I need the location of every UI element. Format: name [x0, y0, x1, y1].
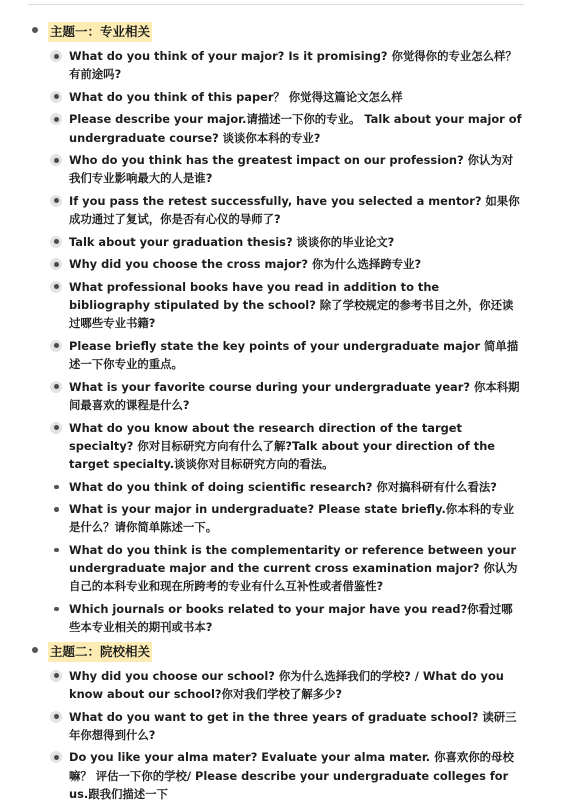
- bullet-icon[interactable]: [50, 544, 62, 556]
- question-text: What do you think of your major? Is it promising? 你觉得你的专业怎么样？ 有前途吗?: [69, 49, 517, 82]
- question-text: What do you know about the research direction of the target specialty? 你对目标研究方向有什么了解?Talk about your direction of the target specialty.谈谈你对目标研究方向的看法。: [69, 420, 496, 471]
- list-item: [0, 667, 574, 703]
- list-item: [0, 478, 574, 496]
- list-item: [0, 47, 574, 83]
- bullet-icon[interactable]: [50, 670, 62, 682]
- list-item: [0, 541, 574, 596]
- topic-heading: 主题二：院校相关: [48, 642, 152, 662]
- question-text: What do you want to get in the three years of graduate school? 读研三年你想得到什么?: [69, 709, 517, 742]
- list-item: [0, 378, 574, 414]
- question-text: What do you think of doing scientific research? 你对搞科研有什么看法?: [69, 479, 497, 494]
- list-item: [0, 255, 574, 273]
- list-item: [0, 500, 574, 536]
- question-text: What professional books have you read in addition to the bibliography stipulated by the school? 除了学校规定的参考书目之外，你还读过哪些专业书籍?: [69, 279, 514, 331]
- list-item: [0, 110, 574, 146]
- list-item: [0, 708, 574, 744]
- question-text: Why did you choose our school? 你为什么选择我们的学校? / What do you know about our school?你对我们学校了解多少?: [69, 668, 504, 701]
- question-text: What is your favorite course during your undergraduate year? 你本科期间最喜欢的课程是什么?: [69, 379, 520, 412]
- list-item: [0, 419, 574, 474]
- bullet-icon[interactable]: [50, 422, 62, 434]
- bullet-icon[interactable]: [50, 113, 62, 125]
- bullet-icon[interactable]: [50, 340, 62, 352]
- question-text: If you pass the retest successfully, have you selected a mentor? 如果你成功通过了复试，你是否有心仪的导师了?: [69, 193, 520, 227]
- bullet-icon[interactable]: [50, 503, 62, 515]
- bullet-icon[interactable]: [50, 481, 62, 493]
- topic-1: [0, 21, 574, 42]
- topic-bullet-icon: [32, 647, 38, 653]
- top-divider: [28, 4, 524, 5]
- topic-heading: 主题一：专业相关: [48, 22, 152, 42]
- question-text: Who do you think has the greatest impact on our profession? 你认为对我们专业影响最大的人是谁?: [69, 153, 514, 186]
- question-text: What do you think of this paper？ 你觉得这篇论文怎么样: [69, 89, 403, 104]
- document-body: [0, 21, 574, 807]
- bullet-icon[interactable]: [50, 603, 62, 615]
- question-text: Please describe your major.请描述一下你的专业。 Talk about your major of undergraduate course? 谈谈你本科的专业?: [69, 112, 522, 145]
- bullet-icon[interactable]: [50, 91, 62, 103]
- bullet-icon[interactable]: [50, 751, 62, 763]
- bullet-icon[interactable]: [50, 711, 62, 723]
- bullet-icon[interactable]: [50, 381, 62, 393]
- question-text: What is your major in undergraduate? Please state briefly.你本科的专业是什么？请你简单陈述一下。: [69, 502, 515, 535]
- bullet-icon[interactable]: [50, 258, 62, 270]
- list-item: [0, 88, 574, 106]
- list-item: [0, 151, 574, 187]
- topic-2: [0, 641, 574, 662]
- bullet-icon[interactable]: [50, 281, 62, 293]
- question-text: Why did you choose the cross major? 你为什么选择跨专业?: [69, 257, 422, 272]
- question-text: Do you like your alma mater? Evaluate your alma mater. 你喜欢你的母校嘛？ 评估一下你的学校/ Please describe your undergraduate colleges for us.跟我们描述一下: [69, 750, 514, 801]
- list-item: [0, 278, 574, 333]
- question-text: What do you think is the complementarity or reference between your undergraduate major and the current cross examination major? 你认为自己的本科专业和现在所跨考的专业有什么互补性或者借鉴性?: [69, 542, 518, 594]
- question-text: Talk about your graduation thesis? 谈谈你的毕业论文?: [69, 234, 395, 249]
- bullet-icon[interactable]: [50, 154, 62, 166]
- bullet-icon[interactable]: [50, 236, 62, 248]
- topic-1-question-list: [0, 47, 574, 636]
- list-item: [0, 748, 574, 803]
- topic-2-question-list: [0, 667, 574, 803]
- question-text: Which journals or books related to your major have you read?你看过哪些本专业相关的期刊或书本?: [69, 601, 513, 635]
- list-item: [0, 192, 574, 228]
- list-item: [0, 233, 574, 251]
- list-item: [0, 600, 574, 636]
- question-text: Please briefly state the key points of your undergraduate major 简单描述一下你专业的重点。: [69, 338, 519, 372]
- topic-bullet-icon: [32, 27, 38, 33]
- bullet-icon[interactable]: [50, 195, 62, 207]
- bullet-icon[interactable]: [50, 50, 62, 62]
- list-item: [0, 337, 574, 373]
